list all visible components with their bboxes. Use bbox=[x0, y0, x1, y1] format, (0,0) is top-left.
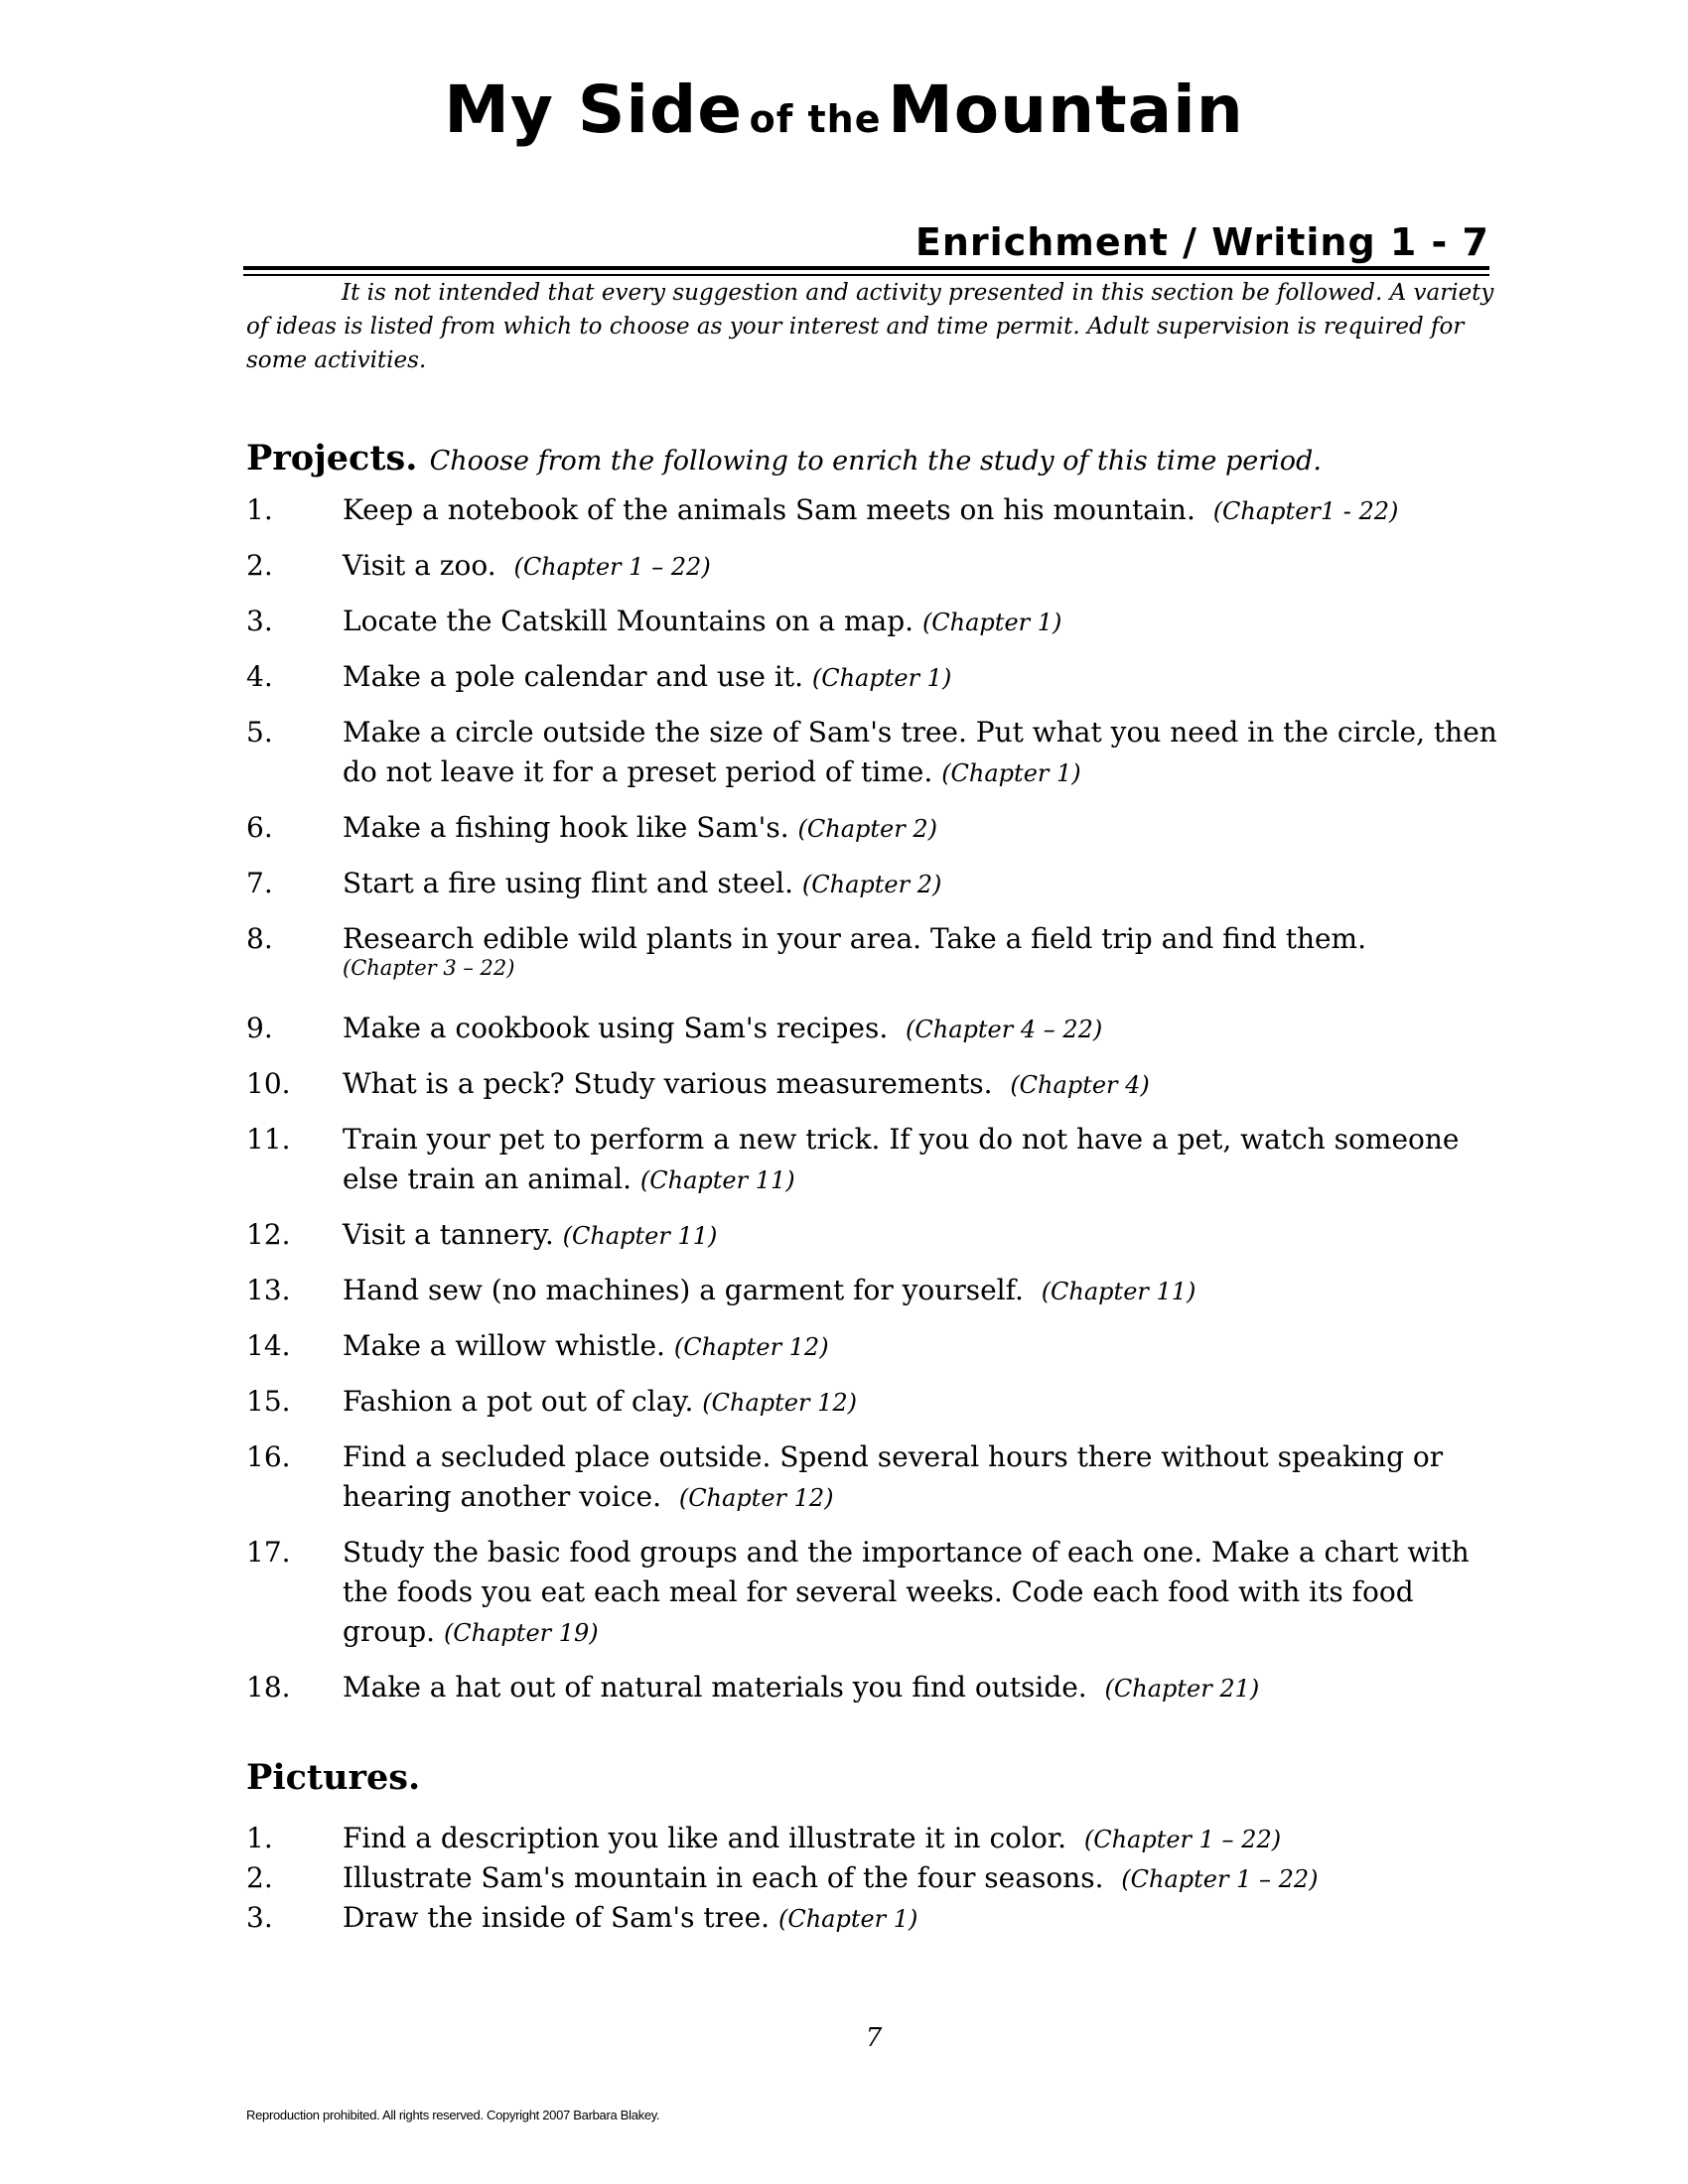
header-rule-thick bbox=[243, 266, 1489, 270]
list-item bbox=[246, 1382, 1507, 1423]
chapter-ref: (Chapter 2) bbox=[801, 871, 942, 898]
item-number: 15. bbox=[246, 1385, 291, 1418]
item-text: Visit a zoo. bbox=[343, 549, 496, 582]
list-item bbox=[246, 602, 1507, 642]
list-item bbox=[246, 864, 1507, 904]
item-text: Make a pole calendar and use it. bbox=[343, 660, 803, 693]
item-text: Fashion a pot out of clay. bbox=[343, 1385, 694, 1418]
item-number: 5. bbox=[246, 716, 273, 749]
chapter-ref: (Chapter 2) bbox=[797, 815, 937, 843]
projects-heading bbox=[246, 438, 1322, 478]
list-item bbox=[246, 490, 1507, 531]
item-text: Keep a notebook of the animals Sam meets on his mountain. bbox=[343, 493, 1196, 526]
item-number: 17. bbox=[246, 1536, 291, 1569]
title-part-3: Mountain bbox=[888, 71, 1244, 148]
chapter-ref: (Chapter 1) bbox=[777, 1905, 918, 1933]
chapter-ref: (Chapter 11) bbox=[1041, 1278, 1196, 1305]
item-number: 9. bbox=[246, 1012, 273, 1044]
item-number: 10. bbox=[246, 1067, 291, 1100]
projects-subheading: Choose from the following to enrich the study of this time period. bbox=[429, 446, 1322, 477]
item-number: 8. bbox=[246, 922, 273, 955]
chapter-ref: (Chapter 4 – 22) bbox=[906, 1016, 1103, 1043]
list-item bbox=[246, 1533, 1507, 1653]
list-item bbox=[246, 1858, 1507, 1899]
page-title bbox=[0, 71, 1688, 148]
item-number: 2. bbox=[246, 549, 273, 582]
list-item bbox=[246, 713, 1507, 793]
item-text: Find a description you like and illustrate it in color. bbox=[343, 1822, 1067, 1854]
item-number: 13. bbox=[246, 1274, 291, 1306]
chapter-ref: (Chapter 4) bbox=[1010, 1071, 1150, 1099]
item-text: Locate the Catskill Mountains on a map. bbox=[343, 605, 914, 637]
title-part-1: My Side bbox=[444, 71, 744, 148]
chapter-ref: (Chapter 11) bbox=[562, 1222, 718, 1250]
item-text: Make a willow whistle. bbox=[343, 1329, 665, 1362]
item-number: 6. bbox=[246, 811, 273, 844]
item-number: 1. bbox=[246, 1822, 273, 1854]
copyright-footer: Reproduction prohibited. All rights reserved. Copyright 2007 Barbara Blakey. bbox=[246, 2108, 660, 2122]
intro-paragraph: It is not intended that every suggestion and activity presented in this section be followed. A variety of ideas is listed from which to choose as your interest and time permit. Adult supervision is required for some activities. bbox=[246, 280, 1494, 373]
item-number: 7. bbox=[246, 867, 273, 899]
chapter-ref: (Chapter 1) bbox=[921, 609, 1062, 636]
item-number: 16. bbox=[246, 1440, 291, 1473]
chapter-ref: (Chapter 12) bbox=[678, 1484, 834, 1512]
item-number: 12. bbox=[246, 1218, 291, 1251]
section-heading: Enrichment / Writing 1 - 7 bbox=[914, 220, 1489, 264]
item-text: Draw the inside of Sam's tree. bbox=[343, 1901, 771, 1934]
list-item bbox=[246, 1437, 1507, 1518]
item-number: 11. bbox=[246, 1123, 291, 1156]
list-item bbox=[246, 1898, 1507, 1939]
projects-heading-label: Projects. bbox=[246, 438, 418, 478]
page-number: 7 bbox=[865, 2023, 883, 2053]
item-text: Hand sew (no machines) a garment for yourself. bbox=[343, 1274, 1024, 1306]
item-text: Make a fishing hook like Sam's. bbox=[343, 811, 789, 844]
item-number: 3. bbox=[246, 605, 273, 637]
list-item bbox=[246, 1009, 1507, 1049]
title-part-2: of the bbox=[749, 97, 882, 141]
item-number: 18. bbox=[246, 1671, 291, 1704]
item-text: Start a fire using flint and steel. bbox=[343, 867, 793, 899]
list-item bbox=[246, 1326, 1507, 1367]
list-item bbox=[246, 1064, 1507, 1105]
item-text: Make a circle outside the size of Sam's tree. Put what you need in the circle, then do not leave it for a preset period of time. bbox=[343, 716, 1497, 788]
item-text: Study the basic food groups and the importance of each one. Make a chart with the foods you eat each meal for several weeks. Code each food with its food group. bbox=[343, 1536, 1470, 1648]
chapter-ref: (Chapter 1 – 22) bbox=[1083, 1826, 1282, 1853]
list-item bbox=[246, 1215, 1507, 1256]
chapter-ref: (Chapter 12) bbox=[673, 1333, 829, 1361]
item-text: Make a cookbook using Sam's recipes. bbox=[343, 1012, 889, 1044]
chapter-ref: (Chapter 12) bbox=[702, 1389, 858, 1417]
list-item bbox=[246, 546, 1507, 587]
item-number: 14. bbox=[246, 1329, 291, 1362]
list-item bbox=[246, 1819, 1507, 1859]
chapter-ref: (Chapter 1) bbox=[941, 759, 1081, 787]
list-item bbox=[246, 1271, 1507, 1311]
pictures-heading: Pictures. bbox=[246, 1757, 421, 1798]
chapter-ref: (Chapter 1 – 22) bbox=[513, 553, 711, 581]
chapter-ref: (Chapter 1) bbox=[811, 664, 952, 692]
item-number: 2. bbox=[246, 1861, 273, 1894]
chapter-ref: (Chapter 19) bbox=[443, 1619, 599, 1647]
item-text: Make a hat out of natural materials you find outside. bbox=[343, 1671, 1087, 1704]
chapter-ref: (Chapter 11) bbox=[639, 1166, 795, 1194]
item-text: Visit a tannery. bbox=[343, 1218, 554, 1251]
item-number: 3. bbox=[246, 1901, 273, 1934]
item-text: Train your pet to perform a new trick. If you do not have a pet, watch someone else train an animal. bbox=[343, 1123, 1460, 1195]
item-text: What is a peck? Study various measurements. bbox=[343, 1067, 993, 1100]
item-text: Illustrate Sam's mountain in each of the four seasons. bbox=[343, 1861, 1104, 1894]
list-item bbox=[246, 657, 1507, 698]
chapter-ref: (Chapter 1 – 22) bbox=[1121, 1865, 1319, 1893]
item-number: 4. bbox=[246, 660, 273, 693]
list-item bbox=[246, 1668, 1507, 1708]
list-item bbox=[246, 919, 1507, 981]
chapter-ref: (Chapter1 - 22) bbox=[1212, 497, 1399, 525]
list-item bbox=[246, 1120, 1507, 1200]
item-text: Find a secluded place outside. Spend several hours there without speaking or hearing another voice. bbox=[343, 1440, 1444, 1513]
item-number: 1. bbox=[246, 493, 273, 526]
list-item bbox=[246, 808, 1507, 849]
chapter-ref: (Chapter 3 – 22) bbox=[343, 956, 515, 980]
chapter-ref: (Chapter 21) bbox=[1104, 1675, 1260, 1703]
item-text: Research edible wild plants in your area. Take a field trip and find them. bbox=[343, 922, 1366, 955]
